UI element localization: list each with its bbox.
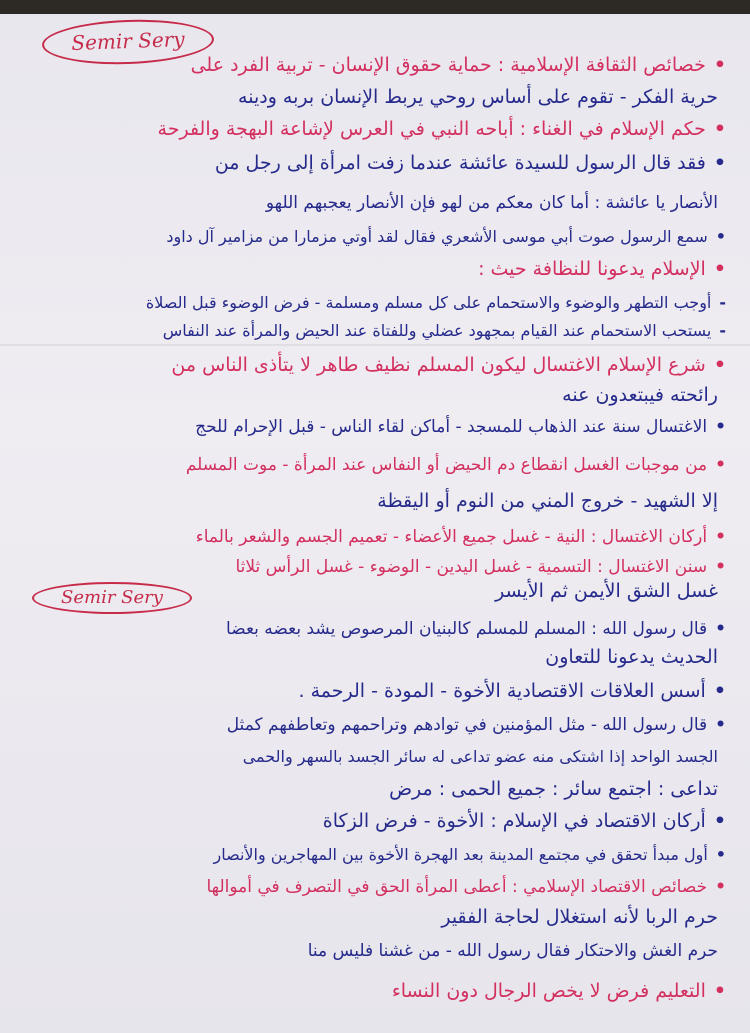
note-line: •أسس العلاقات الاقتصادية الأخوة - المودة - الرحمة .	[298, 680, 726, 702]
note-line: حرية الفكر - تقوم على أساس روحي يربط الإنسان بربه ودينه	[238, 86, 718, 108]
note-line: إلا الشهيد - خروج المني من النوم أو اليقظة	[377, 490, 718, 512]
note-line: -يستحب الاستحمام عند القيام بمجهود عضلي وللفتاة عند الحيض والمرأة عند النفاس	[162, 321, 726, 340]
note-line: •الإسلام يدعونا للنظافة حيث :	[478, 258, 726, 280]
note-line: غسل الشق الأيمن ثم الأيسر	[495, 580, 718, 602]
note-line: الأنصار يا عائشة : أما كان معكم من لهو فإن الأنصار يعجبهم اللهو	[265, 193, 718, 213]
note-line: •قال رسول الله : المسلم للمسلم كالبنيان المرصوص يشد بعضه بعضا	[226, 619, 726, 639]
note-line: •من موجبات الغسل انقطاع دم الحيض أو النفاس عند المرأة - موت المسلم	[185, 455, 726, 475]
note-line: •أركان الاقتصاد في الإسلام : الأخوة - فرض الزكاة	[322, 810, 726, 832]
author-stamp-middle: Semir Sery	[32, 582, 192, 614]
note-line: -أوجب التطهر والوضوء والاستحمام على كل مسلم ومسلمة - فرض الوضوء قبل الصلاة	[145, 293, 726, 312]
note-line: •فقد قال الرسول للسيدة عائشة عندما زفت امرأة إلى رجل من	[214, 152, 726, 174]
note-line: رائحته فيبتعدون عنه	[562, 384, 718, 406]
author-stamp-top: Semir Sery	[41, 17, 214, 67]
note-line: •أركان الاغتسال : النية - غسل جميع الأعضاء - تعميم الجسم والشعر بالماء	[195, 527, 726, 547]
note-line: •خصائص الثقافة الإسلامية : حماية حقوق الإنسان - تربية الفرد على	[190, 54, 726, 76]
note-line: •سمع الرسول صوت أبي موسى الأشعري فقال لقد أوتي مزمارا من مزامير آل داود	[166, 227, 726, 246]
note-line: •حكم الإسلام في الغناء : أباحه النبي في العرس لإشاعة البهجة والفرحة	[157, 118, 726, 140]
note-line: •التعليم فرض لا يخص الرجال دون النساء	[391, 980, 726, 1002]
note-line: الحديث يدعونا للتعاون	[545, 646, 718, 668]
note-line: •أول مبدأ تحقق في مجتمع المدينة بعد الهجرة الأخوة بين المهاجرين والأنصار	[213, 845, 726, 864]
note-line: •خصائص الاقتصاد الإسلامي : أعطى المرأة الحق في التصرف في أموالها	[206, 877, 726, 897]
note-line: •الاغتسال سنة عند الذهاب للمسجد - أماكن لقاء الناس - قبل الإحرام للحج	[195, 417, 726, 437]
handwritten-notes-page	[0, 14, 750, 1033]
note-line: الجسد الواحد إذا اشتكى منه عضو تداعى له سائر الجسد بالسهر والحمى	[242, 747, 718, 766]
note-line: •شرع الإسلام الاغتسال ليكون المسلم نظيف طاهر لا يتأذى الناس من	[171, 354, 726, 376]
note-line: •قال رسول الله - مثل المؤمنين في توادهم وتراحمهم وتعاطفهم كمثل	[226, 715, 726, 735]
note-line: حرم الربا لأنه استغلال لحاجة الفقير	[441, 906, 718, 928]
note-line: تداعى : اجتمع سائر : جميع الحمى : مرض	[389, 778, 718, 800]
note-line: •سنن الاغتسال : التسمية - غسل اليدين - الوضوء - غسل الرأس ثلاثا	[235, 557, 726, 577]
note-line: حرم الغش والاحتكار فقال رسول الله - من غشنا فليس منا	[307, 941, 718, 961]
